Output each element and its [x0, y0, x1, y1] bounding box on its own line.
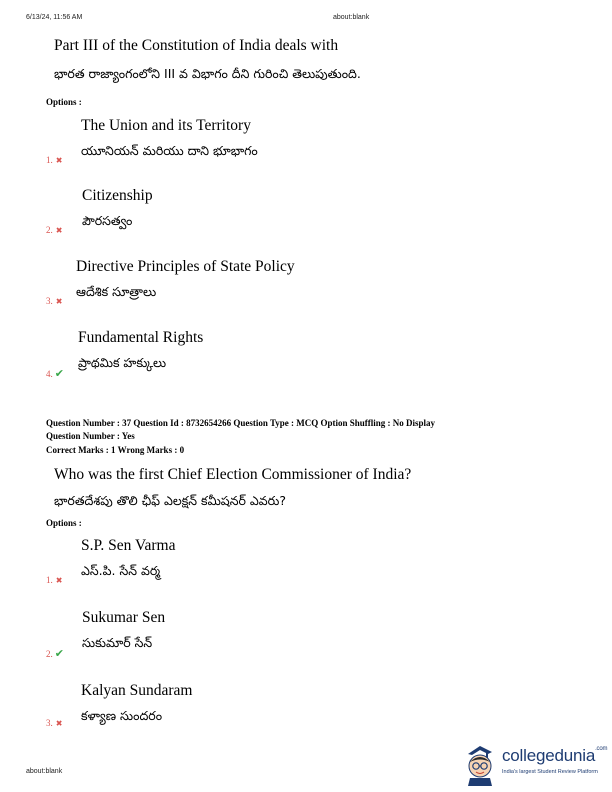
q2-opt1-te: ఎస్.పి. సేన్ వర్మ	[81, 563, 161, 578]
q1-opt3-en: Directive Principles of State Policy	[76, 258, 295, 275]
q2-options-label: Options :	[46, 518, 82, 528]
q1-opt3-te: ఆదేశిక సూత్రాలు	[76, 284, 157, 299]
cross-icon: ✖	[55, 719, 63, 728]
q1-opt2-en: Citizenship	[82, 187, 153, 204]
q2-text-te: భారతదేశపు తొలి ఛీఫ్ ఎలక్షన్ కమీషనర్ ఎవరు?	[54, 493, 287, 508]
q2-opt3-te: కళ్యాణ సుందరం	[81, 708, 163, 723]
q1-opt3-marker	[46, 296, 62, 306]
q2-meta-line3: Correct Marks : 1 Wrong Marks : 0	[46, 445, 185, 455]
cross-icon: ✖	[55, 156, 63, 165]
option-number: 4.	[46, 369, 53, 379]
q2-opt3-marker	[46, 718, 62, 728]
print-footer-url: about:blank	[26, 768, 63, 775]
q1-opt2-te: పౌరసత్వం	[82, 213, 133, 228]
q1-opt4-marker	[46, 367, 64, 380]
q1-opt1-te: యూనియన్ మరియు దాని భూభాగం	[81, 143, 258, 158]
q2-meta-line1: Question Number : 37 Question Id : 8732654266 Question Type : MCQ Option Shuffling : No Display	[46, 418, 436, 428]
q2-opt2-te: సుకుమార్ సేన్	[82, 635, 153, 650]
collegedunia-logo	[462, 742, 610, 790]
cross-icon: ✖	[55, 297, 63, 306]
cross-icon: ✖	[55, 576, 63, 585]
q2-opt2-marker	[46, 647, 64, 660]
q2-text-en: Who was the first Chief Election Commissioner of India?	[54, 466, 412, 483]
brand-tagline: India's largest Student Review Platform	[502, 769, 598, 775]
brand-text: collegedunia	[502, 746, 596, 765]
cross-icon: ✖	[55, 226, 63, 235]
check-icon: ✔	[54, 367, 64, 380]
q1-opt4-te: ప్రాథమిక హక్కులు	[78, 355, 167, 370]
brand-name	[502, 746, 607, 766]
print-datetime: 6/13/24, 11:56 AM	[26, 14, 83, 21]
q2-opt3-en: Kalyan Sundaram	[81, 682, 193, 699]
q2-meta-line2: Question Number : Yes	[46, 431, 135, 441]
q2-opt2-en: Sukumar Sen	[82, 609, 166, 626]
mascot-icon	[462, 742, 500, 786]
option-number: 2.	[46, 649, 53, 659]
q1-options-label: Options :	[46, 97, 82, 107]
q1-opt4-en: Fundamental Rights	[78, 329, 204, 346]
q2-opt1-marker	[46, 575, 62, 585]
check-icon: ✔	[54, 647, 64, 660]
q1-text-en: Part III of the Constitution of India deals with	[54, 37, 339, 54]
q1-text-te: భారత రాజ్యాంగంలోని III వ విభాగం దీని గురించి తెలుపుతుంది.	[54, 66, 361, 81]
option-number: 1.	[46, 155, 53, 165]
print-url: about:blank	[333, 14, 370, 21]
brand-suffix: .com	[595, 746, 608, 752]
q1-opt1-en: The Union and its Territory	[81, 117, 251, 134]
q1-opt2-marker	[46, 225, 62, 235]
option-number: 2.	[46, 225, 53, 235]
option-number: 3.	[46, 296, 53, 306]
q2-opt1-en: S.P. Sen Varma	[81, 537, 176, 554]
option-number: 1.	[46, 575, 53, 585]
option-number: 3.	[46, 718, 53, 728]
q1-opt1-marker	[46, 155, 62, 165]
